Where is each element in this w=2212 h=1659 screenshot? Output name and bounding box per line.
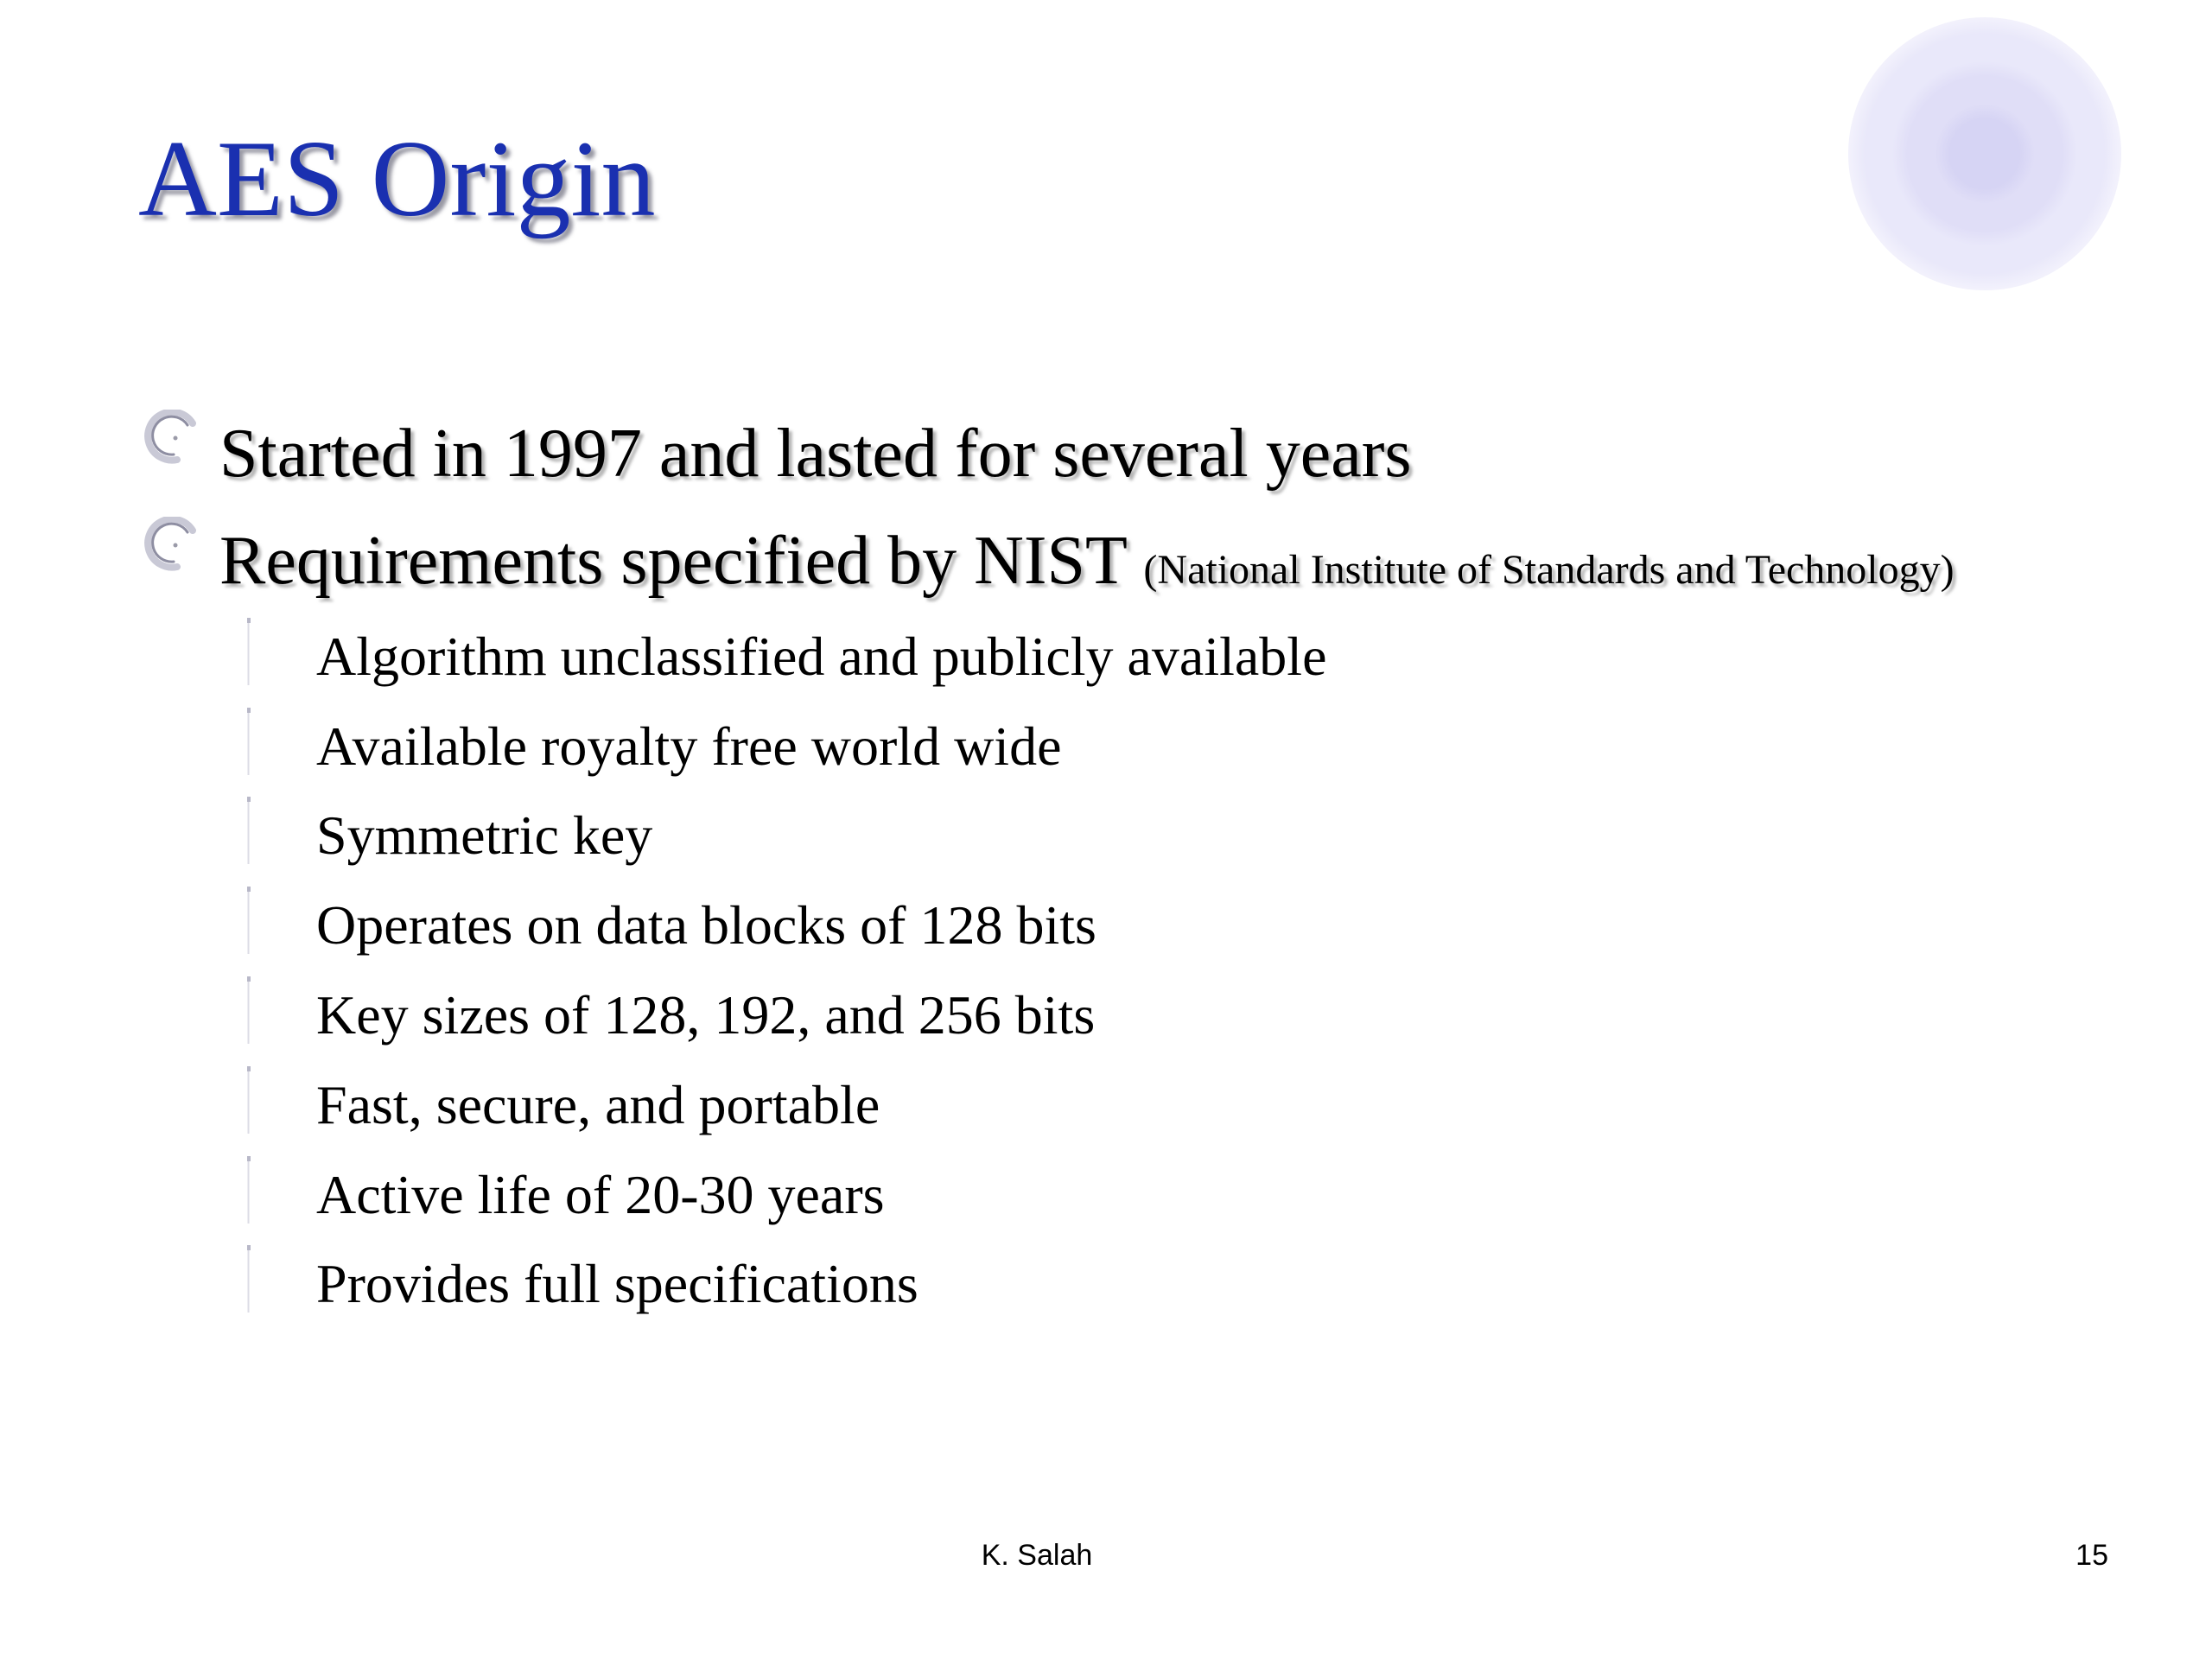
concentric-circle-decoration-icon bbox=[1848, 17, 2121, 290]
sub-bullet-item bbox=[0, 618, 2160, 696]
bullet-item bbox=[0, 513, 2160, 608]
sub-bullet-item bbox=[0, 887, 2160, 964]
crescent-ring-bullet-icon bbox=[143, 410, 198, 465]
sub-bullet-text: Algorithm unclassified and publicly available bbox=[316, 626, 1327, 687]
sub-bullet-text: Available royalty free world wide bbox=[316, 715, 1062, 777]
sub-bullet-item bbox=[0, 1066, 2160, 1144]
sub-bullet-item bbox=[0, 1245, 2160, 1323]
bullet-item bbox=[0, 406, 2160, 501]
crescent-ring-bullet-icon bbox=[143, 517, 198, 572]
thin-bar-bullet-icon bbox=[245, 887, 252, 954]
sub-bullet-text: Active life of 20-30 years bbox=[316, 1164, 885, 1225]
thin-bar-bullet-icon bbox=[245, 1156, 252, 1224]
thin-bar-bullet-icon bbox=[245, 976, 252, 1044]
bullet-text: Started in 1997 and lasted for several years bbox=[219, 416, 1412, 492]
slide-title: AES Origin bbox=[138, 119, 656, 239]
thin-bar-bullet-icon bbox=[245, 1245, 252, 1313]
thin-bar-bullet-icon bbox=[245, 1066, 252, 1134]
footer-author: K. Salah bbox=[981, 1539, 1093, 1572]
thin-bar-bullet-icon bbox=[245, 797, 252, 864]
sub-bullet-item bbox=[0, 797, 2160, 874]
sub-bullet-text: Provides full specifications bbox=[316, 1253, 918, 1314]
thin-bar-bullet-icon bbox=[245, 708, 252, 775]
sub-bullet-text: Fast, secure, and portable bbox=[316, 1074, 880, 1135]
page-number: 15 bbox=[2075, 1539, 2108, 1572]
sub-bullet-text: Operates on data blocks of 128 bits bbox=[316, 894, 1096, 956]
bullet-note-text: (National Institute of Standards and Technology) bbox=[1143, 547, 1955, 593]
bullet-text bbox=[219, 513, 1955, 618]
sub-bullet-text: Key sizes of 128, 192, and 256 bits bbox=[316, 984, 1096, 1046]
sub-bullet-item bbox=[0, 976, 2160, 1054]
thin-bar-bullet-icon bbox=[245, 618, 252, 685]
sub-bullet-item bbox=[0, 708, 2160, 785]
sub-bullet-item bbox=[0, 1156, 2160, 1234]
sub-bullet-text: Symmetric key bbox=[316, 804, 653, 866]
bullet-main-text: Requirements specified by NIST bbox=[219, 523, 1127, 599]
